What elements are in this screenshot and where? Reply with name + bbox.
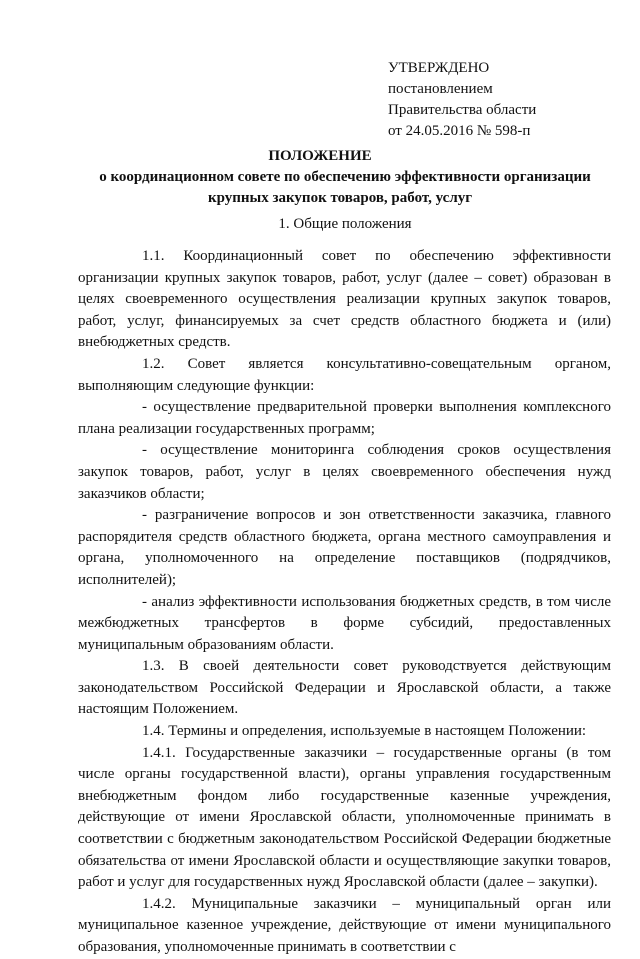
approval-stamp bbox=[388, 58, 536, 142]
list-item-function: - осуществление мониторинга соблюдения сроков осуществления закупок товаров, работ, услуг в целях своевременного обеспечения нужд заказчиков области; bbox=[78, 442, 611, 502]
paragraph-1-4-1: 1.4.1. Государственные заказчики – государственные органы (в том числе органы государственной власти), органы управления государственным внебюджетным фондом либо государственные казенные учреждения, действующие от имени Ярославской области, уполномоченные принимать в соответствии с бюджетным законодательством Российской Федерации бюджетные обязательства от имени Ярославской области и осуществляющие закупки товаров, работ и услуг для государственных нужд Ярославской области (далее – закупки). bbox=[78, 744, 611, 891]
approval-authority: Правительства области bbox=[388, 102, 537, 118]
list-item-function: - осуществление предварительной проверки выполнения комплексного плана реализации государственных программ; bbox=[78, 399, 611, 437]
list-item-function: - анализ эффективности использования бюджетных средств, в том числе межбюджетных трансфертов в форме субсидий, предоставленных муниципальным образованиям области. bbox=[78, 593, 611, 653]
title-subject-line2: крупных закупок товаров, работ, услуг bbox=[207, 190, 473, 206]
approval-resolution: постановлением bbox=[388, 81, 493, 97]
document-title bbox=[0, 146, 640, 209]
paragraph-1-3: 1.3. В своей деятельности совет руководствуется действующим законодательством Российской Федерации и Ярославской области, а также настоящим Положением. bbox=[78, 658, 611, 718]
document-body bbox=[78, 246, 611, 959]
list-item-function: - разграничение вопросов и зон ответственности заказчика, главного распорядителя средств областного бюджета, органа местного самоуправления и органа, уполномоченного на определение поставщиков (подрядчиков, исполнителей); bbox=[78, 507, 611, 588]
section-heading: 1. Общие положения bbox=[278, 216, 412, 232]
paragraph-1-4-2: 1.4.2. Муниципальные заказчики – муниципальный орган или муниципальное казенное учреждение, действующие от имени муниципального образования, уполномоченные принимать в соответствии с bbox=[78, 895, 611, 955]
approval-word: УТВЕРЖДЕНО bbox=[388, 60, 490, 76]
approval-date-number: от 24.05.2016 № 598-п bbox=[388, 123, 531, 139]
paragraph-1-2: 1.2. Совет является консультативно-совещательным органом, выполняющим следующие функции: bbox=[78, 355, 611, 394]
title-subject-line1: о координационном совете по обеспечению эффективности организации bbox=[99, 169, 591, 185]
paragraph-1-4: 1.4. Термины и определения, используемые в настоящем Положении: bbox=[142, 723, 587, 740]
paragraph-1-1: 1.1. Координационный совет по обеспечению эффективности организации крупных закупок товаров, работ, услуг (далее – совет) образован в целях своевременного осуществления реализации крупных закупок товаров, работ, услуг, финансируемых за счет средств областного бюджета и (или) внебюджетных средств. bbox=[78, 248, 611, 351]
title-main: ПОЛОЖЕНИЕ bbox=[268, 148, 372, 164]
